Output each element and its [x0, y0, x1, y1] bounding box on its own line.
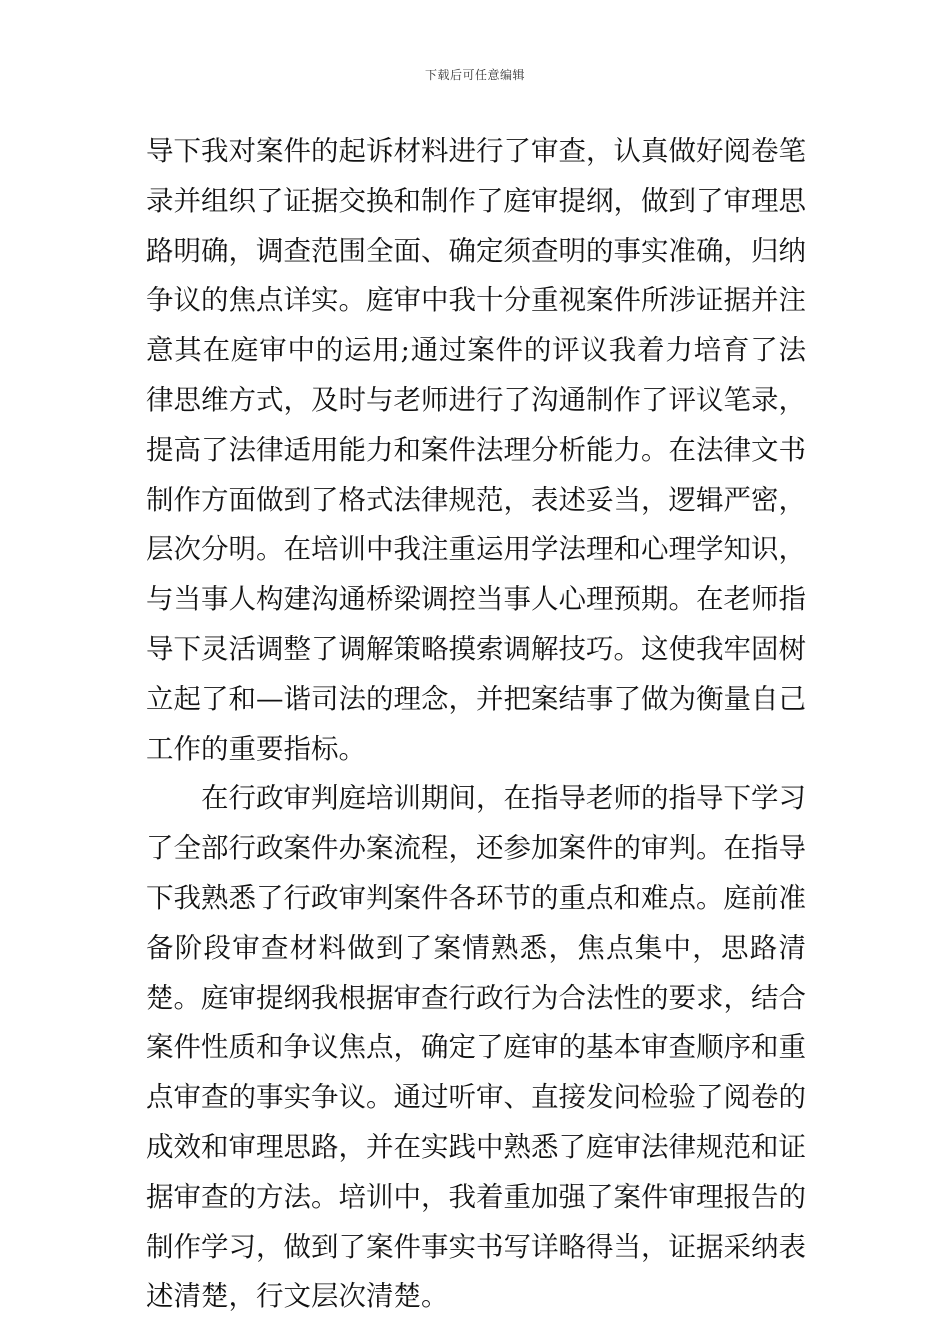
- paragraph-1: 导下我对案件的起诉材料进行了审查，认真做好阅卷笔录并组织了证据交换和制作了庭审提纲，做到了审理思路明确，调查范围全面、确定须查明的事实准确，归纳争议的焦点详实。庭审中我十分重视案件所涉证据并注意其在庭审中的运用;通过案件的评议我着力培育了法律思维方式，及时与老师进行了沟通制作了评议笔录，提高了法律适用能力和案件法理分析能力。在法律文书制作方面做到了格式法律规范，表述妥当，逻辑严密，层次分明。在培训中我注重运用学法理和心理学知识，与当事人构建沟通桥梁调控当事人心理预期。在老师指导下灵活调整了调解策略摸索调解技巧。这使我牢固树立起了和—谐司法的理念，并把案结事了做为衡量自己工作的重要指标。: [146, 135, 806, 765]
- document-body: [146, 127, 806, 1322]
- page-header: 下载后可任意编辑: [424, 68, 525, 82]
- paragraph-2: 在行政审判庭培训期间，在指导老师的指导下学习了全部行政案件办案流程，还参加案件的审判。在指导下我熟悉了行政审判案件各环节的重点和难点。庭前准备阶段审查材料做到了案情熟悉，焦点集中，思路清楚。庭审提纲我根据审查行政行为合法性的要求，结合案件性质和争议焦点，确定了庭审的基本审查顺序和重点审查的事实争议。通过听审、直接发问检验了阅卷的成效和审理思路，并在实践中熟悉了庭审法律规范和证据审查的方法。培训中，我着重加强了案件审理报告的制作学习，做到了案件事实书写详略得当，证据采纳表述清楚，行文层次清楚。: [146, 782, 806, 1313]
